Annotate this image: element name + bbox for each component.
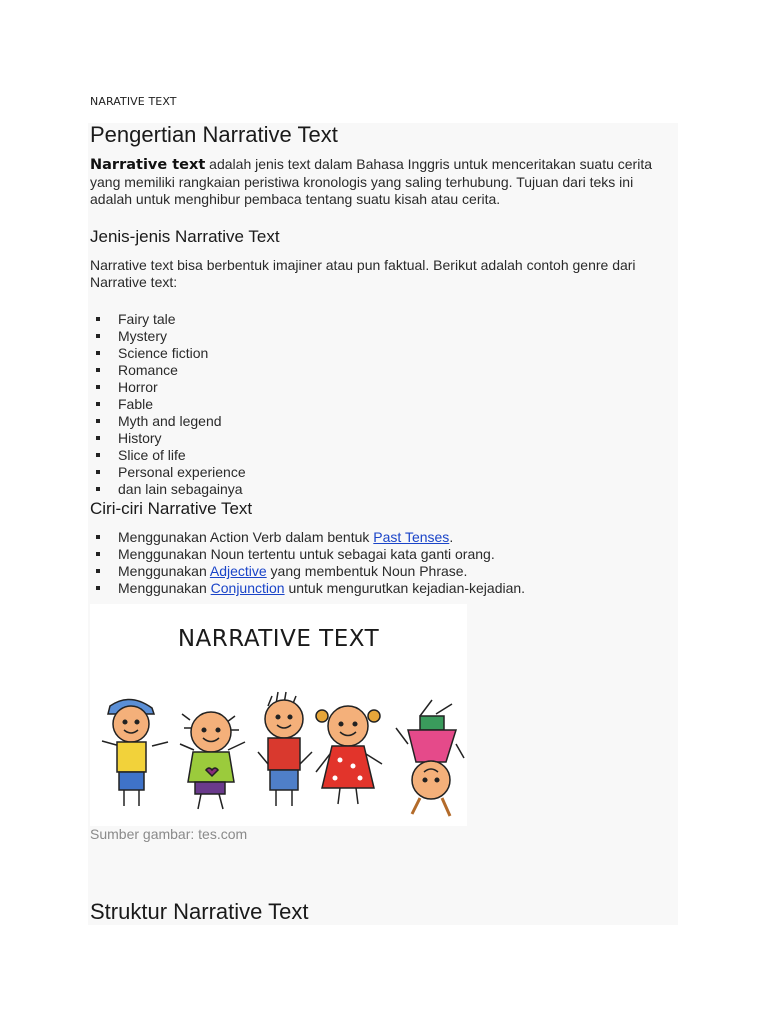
genre-label: Horror	[118, 379, 158, 395]
bullet-icon	[96, 402, 100, 406]
genre-list	[90, 311, 246, 498]
intro-bold-term: Narrative text	[90, 157, 206, 173]
bullet-icon	[96, 470, 100, 474]
ciri-text: Menggunakan	[118, 563, 210, 579]
intro-text: adalah jenis text dalam Bahasa Inggris untuk menceritakan suatu cerita yang memiliki rangkaian peristiwa kronologis yang saling terhubung. Tujuan dari teks ini adalah untuk menghibur pembaca tentang suatu kisah atau cerita.	[90, 156, 652, 207]
list-item	[90, 430, 246, 447]
genre-label: Slice of life	[118, 447, 186, 463]
bullet-icon	[96, 317, 100, 321]
list-item	[90, 413, 246, 430]
ciri-text: Menggunakan	[118, 580, 211, 596]
narrative-illustration	[90, 604, 467, 826]
kid-figure	[316, 706, 382, 804]
genre-label: Mystery	[118, 328, 167, 344]
kid-figure	[102, 699, 168, 806]
bullet-icon	[96, 368, 100, 372]
ciri-text: Menggunakan Noun tertentu untuk sebagai kata ganti orang.	[118, 546, 495, 562]
genre-label: dan lain sebagainya	[118, 481, 243, 497]
kid-figure	[258, 692, 312, 806]
list-item	[90, 345, 246, 362]
bullet-icon	[96, 586, 100, 590]
ciri-text: yang membentuk Noun Phrase.	[266, 563, 468, 579]
bullet-icon	[96, 385, 100, 389]
genre-label: Myth and legend	[118, 413, 222, 429]
jenis-description: Narrative text bisa berbentuk imajiner atau pun faktual. Berikut adalah contoh genre dari Narrative text:	[90, 257, 636, 290]
bullet-icon	[96, 436, 100, 440]
list-item	[90, 481, 246, 498]
list-item	[90, 580, 525, 597]
genre-label: Romance	[118, 362, 178, 378]
genre-label: Fairy tale	[118, 311, 176, 327]
genre-label: Fable	[118, 396, 154, 412]
list-item	[90, 447, 246, 464]
image-caption: Sumber gambar: tes.com	[90, 826, 248, 842]
bullet-icon	[96, 334, 100, 338]
ciri-text: Menggunakan Action Verb dalam bentuk	[118, 529, 374, 545]
bullet-icon	[96, 552, 100, 556]
past-tenses-link[interactable]: Past Tenses	[373, 529, 450, 545]
bullet-icon	[96, 569, 100, 573]
genre-label: Science fiction	[118, 345, 209, 361]
list-item	[90, 328, 246, 345]
kids-illustration	[90, 604, 467, 826]
list-item	[90, 379, 246, 396]
ciri-list	[90, 529, 525, 597]
ciri-text: untuk mengurutkan kejadian-kejadian.	[284, 580, 526, 596]
bullet-icon	[96, 487, 100, 491]
page-title: Pengertian Narrative Text	[90, 122, 338, 147]
adjective-link[interactable]: Adjective	[209, 563, 267, 579]
list-item	[90, 362, 246, 379]
bullet-icon	[96, 419, 100, 423]
ciri-heading: Ciri-ciri Narrative Text	[90, 499, 253, 518]
list-item	[90, 396, 246, 413]
bullet-icon	[96, 351, 100, 355]
kid-figure	[396, 700, 464, 816]
jenis-heading: Jenis-jenis Narrative Text	[90, 227, 280, 246]
kid-figure	[180, 712, 245, 809]
genre-label: Personal experience	[118, 464, 246, 480]
bullet-icon	[96, 453, 100, 457]
document-label: NARATIVE TEXT	[90, 95, 177, 108]
illustration-title: NARRATIVE TEXT	[177, 626, 380, 652]
list-item	[90, 311, 246, 328]
struktur-heading: Struktur Narrative Text	[90, 899, 309, 924]
list-item	[90, 464, 246, 481]
intro-paragraph	[90, 156, 675, 208]
bullet-icon	[96, 535, 100, 539]
list-item	[90, 563, 525, 580]
genre-label: History	[118, 430, 162, 446]
conjunction-link[interactable]: Conjunction	[210, 580, 285, 596]
list-item	[90, 529, 525, 546]
list-item	[90, 546, 525, 563]
ciri-text: .	[449, 529, 454, 545]
